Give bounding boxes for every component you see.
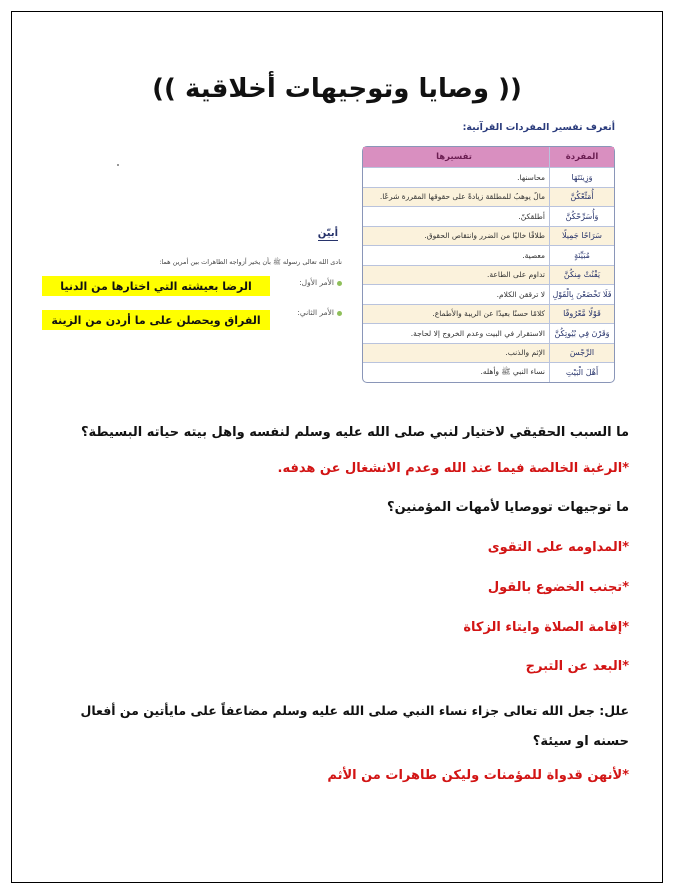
glossary-word: سَرَاحًا جَمِيلًا — [549, 227, 614, 246]
sidenote-label-first — [299, 278, 342, 287]
glossary-meaning: طلاقًا خاليًا من الضرر وانتقاص الحقوق. — [424, 231, 545, 241]
glossary-word: وَقَرْنَ فِي بُيُوتِكُنَّ — [549, 324, 614, 343]
glossary-row — [363, 343, 614, 363]
glossary-meaning: نساء النبي ﷺ وأهله. — [480, 366, 545, 376]
page-title: (( وصايا وتوجيهات أخلاقية )) — [152, 74, 522, 104]
glossary-col-word: المفردة — [549, 147, 614, 167]
glossary-meaning: تداوم على الطاعة. — [486, 270, 545, 280]
glossary-word: أُمَتِّعْكُنَّ — [549, 188, 614, 207]
glossary-col-meaning: تفسيرها — [436, 152, 472, 162]
question-3-line-1: علل: جعل الله تعالى جزاء نساء النبي صلى الله عليه وسلم مضاعفاً على مايأتين من أفعال — [80, 703, 629, 718]
glossary-word: الرِّجْسَ — [549, 344, 614, 363]
glossary-meaning: معصية. — [522, 250, 545, 260]
answer-3: *لأنهن قدواة للمؤمنات وليكن طاهرات من الأثم — [327, 768, 629, 783]
glossary-row — [363, 284, 614, 304]
answer-2-item: *تجنب الخضوع بالقول — [487, 580, 629, 595]
sidenote-label-first-text: الأمر الأول: — [299, 278, 334, 287]
glossary-word: وَأُسَرِّحْكُنَّ — [549, 207, 614, 226]
question-1: ما السبب الحقيقي لاختيار لنبي صلى الله عليه وسلم لنفسه واهل بيته حياته البسيطة؟ — [80, 425, 629, 440]
sidenote-label-second — [297, 308, 342, 317]
glossary-row — [363, 167, 614, 187]
glossary-row — [363, 304, 614, 324]
glossary-row — [363, 226, 614, 246]
glossary-row — [363, 245, 614, 265]
bullet-dot-icon — [337, 311, 342, 316]
glossary-table — [362, 146, 615, 383]
glossary-meaning: كلامًا حسنًا بعيدًا عن الريبة والأطماع. — [432, 309, 545, 319]
glossary-row — [363, 362, 614, 382]
question-2: ما توجيهات تووصايا لأمهات المؤمنين؟ — [387, 500, 629, 515]
glossary-row — [363, 206, 614, 226]
glossary-row — [363, 323, 614, 343]
glossary-word: يَقْنُتْ مِنكُنَّ — [549, 266, 614, 285]
bullet-dot-icon — [337, 281, 342, 286]
sidenote-label-second-text: الأمر الثاني: — [297, 308, 334, 317]
highlight-second-option: الفراق ويحصلن على ما أردن من الزينة — [42, 310, 270, 330]
glossary-meaning: أطلقكنّ. — [518, 211, 545, 221]
answer-2-item: *المداومه على التقوى — [487, 540, 629, 555]
glossary-panel — [360, 120, 615, 386]
answer-2-item: *البعد عن التبرج — [525, 659, 629, 674]
glossary-row — [363, 265, 614, 285]
stray-dot — [117, 164, 119, 166]
glossary-meaning: الاستقرار في البيت وعدم الخروج إلا لحاجة. — [410, 328, 545, 338]
glossary-meaning: الإثم والذنب. — [505, 348, 545, 358]
question-3-line-2: حسنه او سيئة؟ — [532, 734, 629, 749]
glossary-word: فَلَا تَخْضَعْنَ بِالْقَوْلِ — [549, 285, 614, 304]
glossary-header-row — [363, 147, 614, 167]
glossary-row — [363, 187, 614, 207]
glossary-word: أَهْلَ الْبَيْتِ — [549, 363, 614, 382]
answer-2-item: *إقامة الصلاة وايتاء الزكاة — [463, 620, 629, 635]
answer-1: *الرغبة الخالصة فيما عند الله وعدم الانشغال عن هدفه. — [277, 461, 629, 476]
glossary-word: قَوْلًا مَّعْرُوفًا — [549, 305, 614, 324]
glossary-word: مُبَيِّنَةٍ — [549, 246, 614, 265]
highlight-first-option: الرضا بعيشته التي اختارها من الدنيا — [42, 276, 270, 296]
sidenote-text: نادى الله تعالى رسوله ﷺ بأن يخير أزواجه الطاهرات بين أمرين هما: — [159, 258, 342, 266]
glossary-meaning: محاسنها. — [517, 172, 545, 182]
glossary-word: وَزِينَتَهَا — [549, 168, 614, 187]
glossary-heading: أتعرف تفسير المفردات القرآنية: — [462, 122, 615, 133]
sidenote-title: أبيّن — [317, 228, 338, 239]
glossary-meaning: لا ترققن الكلام. — [496, 289, 545, 299]
glossary-meaning: مالٌ يوهبُ للمطلقة زيادةً على حقوقها المقررة شرعًا. — [379, 192, 545, 202]
